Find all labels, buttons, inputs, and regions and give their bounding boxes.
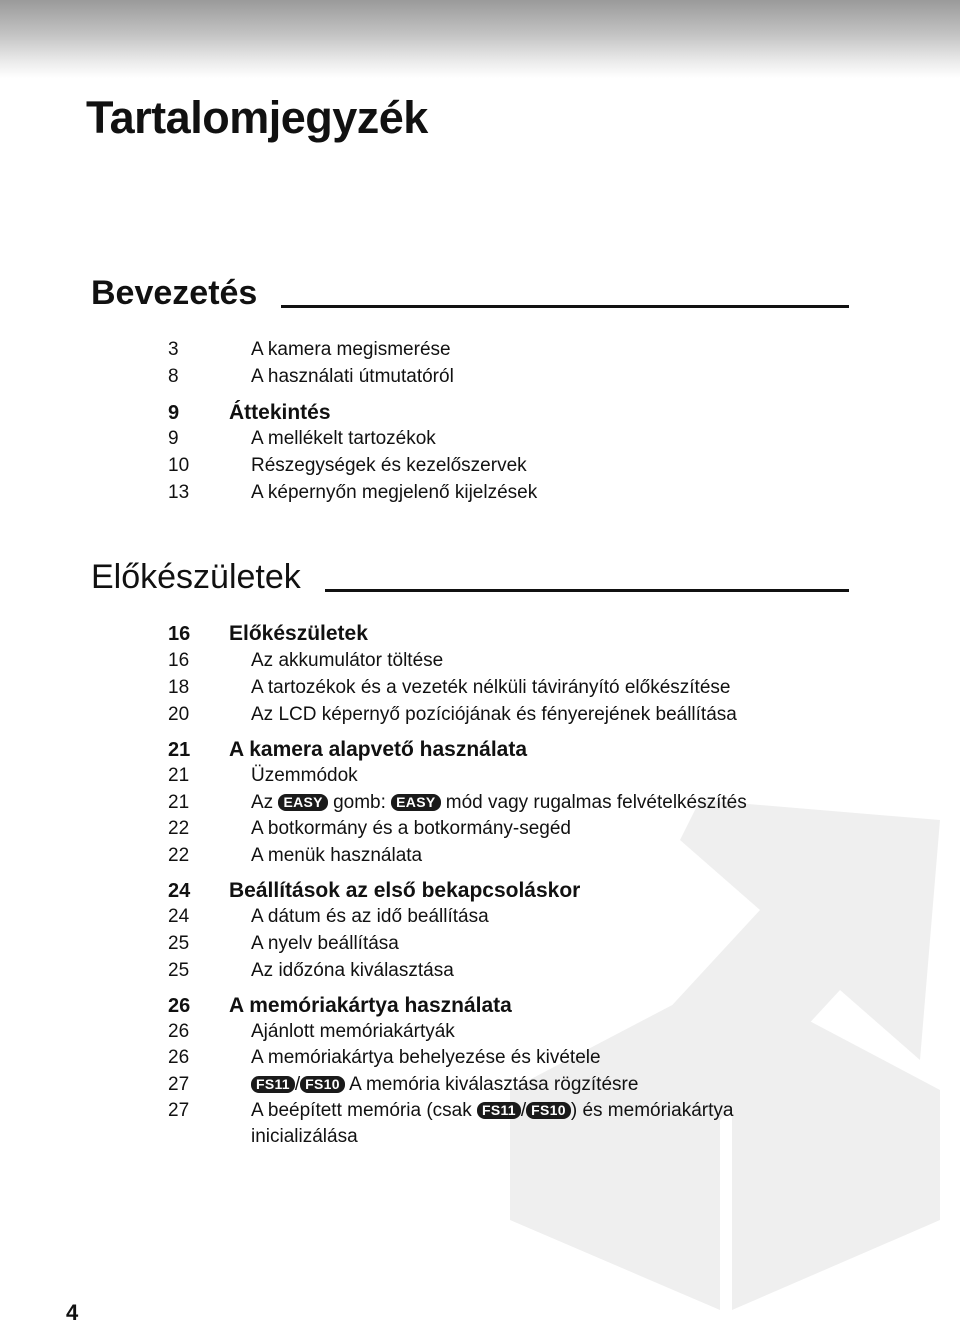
easy-mode-badge-icon: EASY [278,794,327,811]
toc-entry-text: A menük használata [251,845,423,866]
toc-entry-text: A használati útmutatóról [251,366,454,387]
toc-entry-text: Az akkumulátor töltése [251,650,444,671]
toc-entry[interactable] [0,843,960,869]
toc-entry[interactable] [0,426,960,452]
toc-chapter-entry[interactable] [0,878,960,904]
toc-chapter-entry[interactable] [0,621,960,647]
toc-entry-text: A dátum és az idő beállítása [251,906,489,927]
section-header-elokeszuletek [91,548,849,594]
toc-entry-text: FS11 / FS10 A memória kiválasztása rögzítésre [251,1072,638,1098]
toc-page-number: 27 [168,1074,190,1095]
toc-page-number: 9 [168,428,179,449]
toc-page-number: 26 [168,1021,190,1042]
toc-page-number: 24 [168,880,191,902]
toc-entry[interactable] [0,1045,960,1071]
toc-page-number: 18 [168,677,190,698]
toc-entry-text: Az EASY gomb: EASY mód vagy rugalmas felvételkészítés [251,792,747,813]
toc-entry-text: A képernyőn megjelenő kijelzések [251,482,538,503]
toc-page-number: 21 [168,739,191,761]
fs10-model-badge-icon: FS10 [526,1102,571,1119]
fs11-model-badge-icon: FS11 [477,1102,521,1119]
toc-entry[interactable] [0,790,960,816]
toc-entry-text: A botkormány és a botkormány-segéd [251,818,572,839]
page-title: Tartalomjegyzék [86,92,428,143]
toc-entry[interactable] [0,702,960,728]
toc-entry-text: A kamera megismerése [251,339,451,360]
toc-entry[interactable] [0,1019,960,1045]
section-rule [281,305,849,308]
toc-chapter-text: Beállítások az első bekapcsoláskor [229,879,581,902]
section-header-bevezetes [91,264,849,310]
toc-entry-text: Ajánlott memóriakártyák [251,1021,455,1042]
toc-page-number: 9 [168,402,180,424]
toc-chapter-text: Áttekintés [229,401,331,424]
toc-entry-text: Az LCD képernyő pozíciójának és fényerejének beállítása [251,704,737,725]
toc-chapter-entry[interactable] [0,993,960,1019]
toc-page-number: 13 [168,482,190,503]
toc-entry[interactable] [0,958,960,984]
toc-page-number: 22 [168,845,190,866]
toc-entry[interactable] [0,931,960,957]
toc-chapter-entry[interactable] [0,400,960,426]
toc-page-number: 26 [168,995,191,1017]
toc-page-number: 3 [168,339,179,360]
toc-entry-text: A beépített memória (csak FS11 / FS10 ) és memóriakártya inicializálása [251,1100,734,1147]
toc-page-number: 21 [168,792,190,813]
toc-entry[interactable] [0,904,960,930]
toc-page-number: 25 [168,960,190,981]
toc-entry[interactable] [0,1098,960,1152]
section-title: Bevezetés [91,274,258,312]
toc-entry[interactable] [0,675,960,701]
toc-entry-text: A memóriakártya behelyezése és kivétele [251,1047,601,1068]
toc-entry-text: A mellékelt tartozékok [251,428,436,449]
fs11-model-badge-icon: FS11 [251,1076,295,1093]
toc-page-number: 20 [168,704,190,725]
toc-page-number: 8 [168,366,179,387]
toc-page-number: 16 [168,623,191,645]
toc-chapter-text: Előkészületek [229,622,368,645]
toc-page-number: 21 [168,765,190,786]
toc-entry[interactable] [0,364,960,390]
toc-page-number: 22 [168,818,190,839]
header-gradient-band [0,0,960,78]
toc-entry[interactable] [0,453,960,479]
toc-entry-text: Üzemmódok [251,765,358,786]
toc-page-number: 25 [168,933,190,954]
toc-chapter-text: A kamera alapvető használata [229,738,528,761]
fs10-model-badge-icon: FS10 [300,1076,345,1093]
section-title: Előkészületek [91,558,301,596]
toc-page-number: 10 [168,455,190,476]
toc-entry-text: Az időzóna kiválasztása [251,960,454,981]
toc-entry[interactable] [0,337,960,363]
toc-entry[interactable] [0,816,960,842]
toc-page-number: 16 [168,650,190,671]
toc-page-number: 24 [168,906,190,927]
page-number: 4 [66,1300,79,1325]
toc-entry[interactable] [0,480,960,506]
toc-page-number: 27 [168,1100,190,1121]
toc-page-number: 26 [168,1047,190,1068]
section-rule [325,589,849,592]
toc-entry[interactable] [0,648,960,674]
toc-entry[interactable] [0,763,960,789]
toc-chapter-text: A memóriakártya használata [229,994,512,1017]
toc-entry-text: A tartozékok és a vezeték nélküli távirányító előkészítése [251,677,731,698]
toc-entry-text: A nyelv beállítása [251,933,399,954]
toc-entry-text: Részegységek és kezelőszervek [251,455,527,476]
easy-mode-badge-icon: EASY [391,794,440,811]
toc-entry[interactable] [0,1072,960,1098]
toc-chapter-entry[interactable] [0,737,960,763]
